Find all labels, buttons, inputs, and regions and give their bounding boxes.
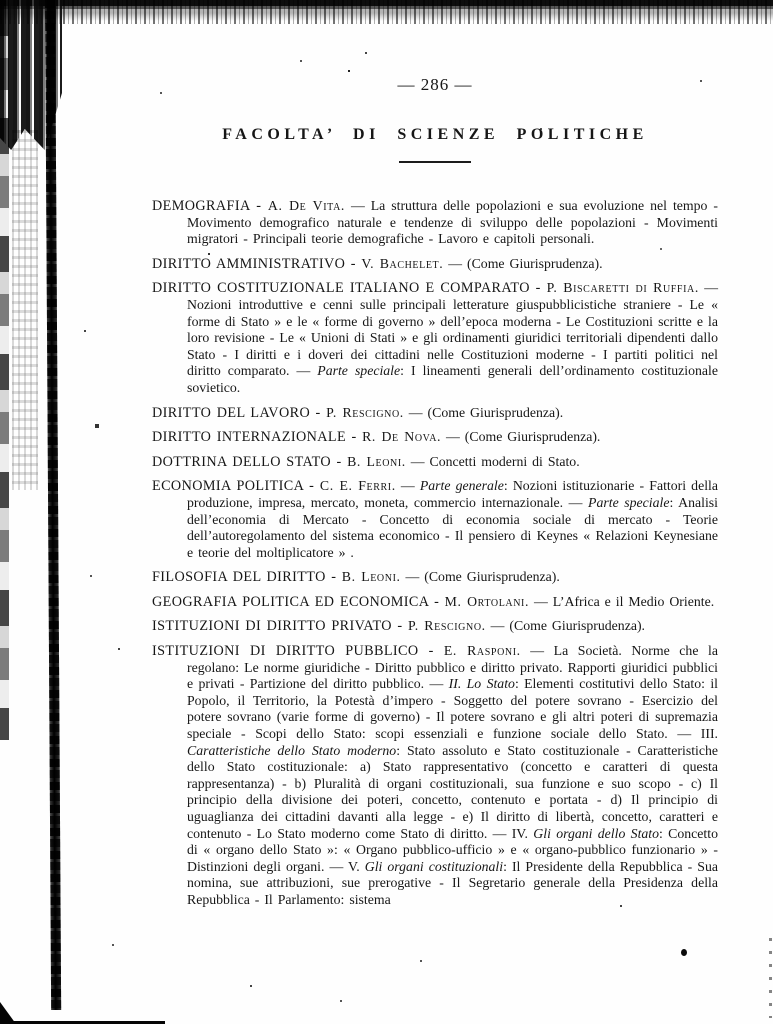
scan-artifact-binding-stripe xyxy=(45,0,61,1010)
text-run: V. Bachelet. xyxy=(361,255,444,271)
text-run: ISTITUZIONI DI DIRITTO PRIVATO - xyxy=(152,618,408,635)
text-run: P. Rescigno. xyxy=(326,404,404,420)
course-entry xyxy=(152,643,718,909)
title-rule xyxy=(399,161,471,163)
course-entry xyxy=(152,280,718,396)
text-run: — (Come Giurisprudenza). xyxy=(403,404,564,420)
text-run: GEOGRAFIA POLITICA ED ECONOMICA - xyxy=(152,593,445,610)
text-run: — La struttura delle popolazioni e sua evoluzione nel tempo - Movimento demografico naturale e tendenze di sviluppo delle popolazioni - Movimenti migratori - Principali teorie demografiche - Lavoro e capitoli personali. xyxy=(187,198,718,247)
text-run: ECONOMIA POLITICA - xyxy=(152,478,320,495)
scan-artifact-left-edge xyxy=(0,0,9,740)
text-run: DEMOGRAFIA - xyxy=(152,198,268,214)
scan-artifact-corner xyxy=(0,1002,16,1024)
page-number: — 286 — xyxy=(397,75,473,94)
course-entry xyxy=(152,569,718,586)
text-run: : Nozioni istituzionarie - Fattori della produzione, impresa, mercato, moneta, commercio internazionale. — xyxy=(187,478,718,510)
text-run: — L’Africa e il Medio Oriente. xyxy=(529,593,715,609)
text-run: DIRITTO AMMINISTRATIVO - xyxy=(152,255,362,272)
text-run: M. Ortolani. xyxy=(444,593,530,609)
text-run: Gli organi costituzionali xyxy=(364,858,504,874)
scan-artifact-ink-dot xyxy=(681,949,687,956)
text-run: P. Rescigno. xyxy=(407,618,486,634)
text-run: FILOSOFIA DEL DIRITTO - xyxy=(152,569,342,586)
text-run: DIRITTO DEL LAVORO - xyxy=(152,404,327,421)
text-run: : Analisi dell’economia di Mercato - Concetto di economia sociale di mercato - Teorie dell’autoregolamento del sistema economico - Il pensiero di Keynes « Relazioni Keynesiane e teorie del moltiplicatore » . xyxy=(187,494,718,560)
text-run: — La Società. Norme che la regolano: Le norme giuridiche - Diritto pubblico e diritto privato. Rapporti giuridici pubblici e privati - Partizione del diritto pubblico. — xyxy=(187,643,718,692)
text-run: C. E. Ferri. xyxy=(319,478,396,494)
text-run: — (Come Giurisprudenza). xyxy=(441,429,601,445)
text-run: Caratteristiche dello Stato moderno xyxy=(187,742,397,758)
text-run: DIRITTO INTERNAZIONALE - xyxy=(152,429,363,446)
course-entry xyxy=(152,594,718,611)
scan-artifact-left-streak xyxy=(12,130,38,490)
text-run: Parte speciale xyxy=(317,363,401,379)
course-entry xyxy=(152,429,718,446)
course-entry xyxy=(152,618,718,635)
course-entry xyxy=(152,454,718,471)
text-run: : Il Presidente della Repubblica - Sua nomina, sue attribuzioni, sue prerogative - Il Segretario generale della Presidenza della Repubblica - Il Parlamento: sistema xyxy=(187,858,718,907)
text-run: ISTITUZIONI DI DIRITTO PUBBLICO - xyxy=(152,643,444,660)
text-run: — (Come Giurisprudenza). xyxy=(443,255,603,271)
text-run: Parte speciale xyxy=(588,494,670,510)
course-entry xyxy=(152,478,718,561)
text-run: DIRITTO COSTITUZIONALE ITALIANO E COMPARATO - xyxy=(152,280,547,297)
page-title: FACOLTA’ DI SCIENZE POLITICHE xyxy=(222,126,648,143)
course-entry xyxy=(152,198,718,248)
text-run: A. De Vita. xyxy=(267,198,345,213)
text-run: — Concetti moderni di Stato. xyxy=(405,453,580,469)
course-entry xyxy=(152,405,718,422)
text-run: : Elementi costitutivi dello Stato: il Popolo, il Territorio, la Potestà d’impero - Soggetto del potere sovrano - Esercizio del potere sovrano (varie forme di governo) - Il potere sovrano e gli altri poteri di supremazia speciale - Scopi dello Stato: scopi essenziali e funzione sociale dello Stato. — III. xyxy=(187,676,718,742)
text-run: DOTTRINA DELLO STATO - xyxy=(152,453,348,470)
text-run: : Stato assoluto e Stato costituzionale - Caratteristiche dello Stato costituzionale: a) Stato rappresentativo (concetto e caratteri di questa rappresentanza) - b) Pluralità di organi costituzionali, sua funzione e suo scopo - c) Il principio della divisione dei poteri, concetto, contenuto e portata - d) Il principio di uguaglianza dei cittadini davanti alla legge - e) Il diritto di libertà, concetto, caratteri e contenuto - Lo Stato moderno come Stato di diritto. — IV. xyxy=(187,742,719,841)
text-run: Parte generale xyxy=(419,478,504,494)
text-run: B. Leoni. xyxy=(341,569,401,585)
text-run: Gli organi dello Stato xyxy=(533,825,660,841)
text-run: E. Rasponi. xyxy=(443,643,521,659)
text-run: — (Come Giurisprudenza). xyxy=(400,569,560,585)
text-run: B. Leoni. xyxy=(347,453,406,469)
scan-artifact-specks xyxy=(0,0,2,2)
course-list xyxy=(152,198,718,917)
scan-artifact-right-marks xyxy=(769,938,772,1018)
text-run: : I lineamenti generali dell’ordinamento costituzionale sovietico. xyxy=(187,363,718,395)
text-run: — (Come Giurisprudenza). xyxy=(485,618,645,634)
text-run: R. De Nova. xyxy=(362,429,442,445)
text-run: P. Biscaretti di Ruffia. xyxy=(546,280,699,296)
text-run: II. Lo Stato xyxy=(448,676,515,692)
text-run: — xyxy=(395,478,420,494)
text-run: : Concetto di « organo dello Stato »: « Organo pubblico-ufficio » e « organo-pubblico funzionario » - Distinzioni degli organi. — V. xyxy=(187,825,718,874)
course-entry xyxy=(152,256,718,273)
scan-artifact-top-band xyxy=(0,0,773,24)
text-run: — Nozioni introduttive e cenni sulle principali letterature giuspubblicistiche straniere - Le « forme di Stato » e le « forme di governo » dell’epoca moderna - Le Costituzioni scritte e la loro revisione - Le « Unioni di Stati » e gli ordinamenti giuridici territoriali dipendenti dallo Stato - I diritti e i doveri dei cittadini nelle Costituzioni moderne - I partiti politici nel diritto comparato. — xyxy=(187,280,718,379)
